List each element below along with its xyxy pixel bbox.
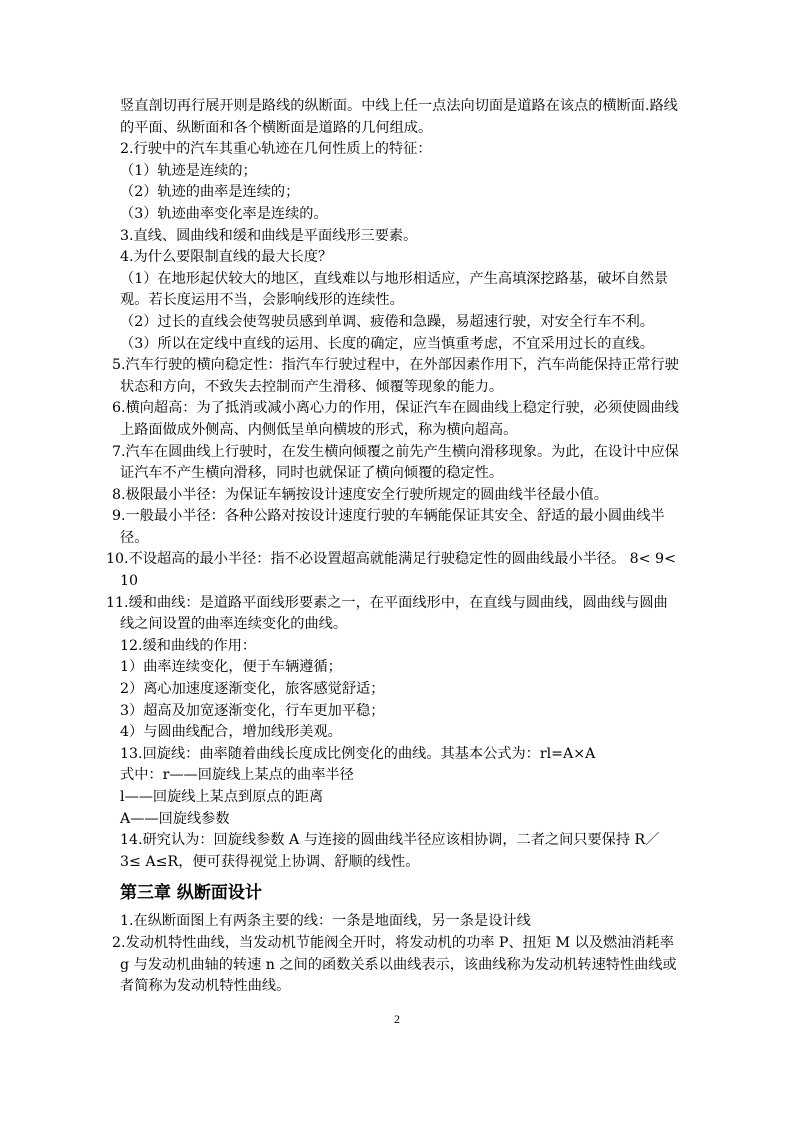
list-item: （3）轨迹曲率变化率是连续的。	[120, 205, 328, 222]
chapter-paragraph-2: 2.发动机特性曲线，当发动机节能阀全开时，将发动机的功率 P、扭矩 M 以及燃油消耗率 g 与发动机曲轴的转速 n 之间的函数关系以曲线表示，该曲线称为发动机转速特性曲线或者简称为发动机特性曲线。	[112, 934, 677, 995]
paragraph-4: 4.为什么要限制直线的最大长度？	[120, 249, 333, 266]
paragraph-3: 3.直线、圆曲线和缓和曲线是平面线形三要素。	[120, 227, 418, 244]
formula-legend: A——回旋线参数	[120, 810, 230, 827]
paragraph-13: 13.回旋线：曲率随着曲线长度成比例变化的曲线。其基本公式为：rl=A×A	[120, 745, 596, 762]
formula-legend: 式中：r——回旋线上某点的曲率半径	[120, 767, 354, 784]
formula-legend: l——回旋线上某点到原点的距离	[120, 789, 324, 805]
page-number: 2	[394, 1012, 400, 1026]
paragraph-11: 11.缓和曲线：是道路平面线形要素之一，在平面线形中，在直线与圆曲线，圆曲线与圆曲线之间设置的曲率连续变化的曲线。	[106, 594, 668, 633]
list-item: （2）轨迹的曲率是连续的；	[120, 184, 300, 201]
paragraph-14: 14.研究认为：回旋线参数 A 与连接的圆曲线半径应该相协调，二者之间只要保持 R／3≤ A≤R，便可获得视觉上协调、舒顺的线性。	[120, 832, 660, 870]
paragraph-12: 12.缓和曲线的作用：	[120, 637, 257, 654]
paragraph-8: 8.极限最小半径：为保证车辆按设计速度安全行驶所规定的圆曲线半径最小值。	[112, 486, 608, 503]
paragraph-7: 7.汽车在圆曲线上行驶时，在发生横向倾覆之前先产生横向滑移现象。为此，在设计中应保证汽车不产生横向滑移，同时也就保证了横向倾覆的稳定性。	[112, 443, 679, 482]
paragraph-9: 9.一般最小半径：各种公路对按设计速度行驶的车辆能保证其安全、舒适的最小圆曲线半径。	[112, 508, 665, 546]
paragraph-10: 10.不设超高的最小半径：指不必设置超高就能满足行驶稳定性的圆曲线最小半径。 8< 9< 10	[106, 551, 676, 590]
list-item: 3）超高及加宽逐渐变化，行车更加平稳；	[120, 702, 385, 719]
list-item: 1）曲率连续变化，便于车辆遵循；	[120, 659, 342, 676]
list-item: 4）与圆曲线配合，增加线形美观。	[120, 724, 342, 741]
chapter-heading: 第三章 纵断面设计	[120, 883, 262, 904]
list-item: （1）轨迹是连续的；	[120, 162, 257, 179]
page-content	[106, 96, 680, 998]
paragraph-2: 2.行驶中的汽车其重心轨迹在几何性质上的特征：	[120, 141, 432, 158]
list-item: （2）过长的直线会使驾驶员感到单调、疲倦和急躁，易超速行驶，对安全行车不利。	[120, 313, 654, 330]
paragraph-intro: 竖直剖切再行展开则是路线的纵断面。中线上任一点法向切面是道路在该点的横断面.路线的平面、纵断面和各个横断面是道路的几何组成。	[120, 98, 678, 136]
paragraph-5: 5.汽车行驶的横向稳定性：指汽车行驶过程中，在外部因素作用下，汽车尚能保持正常行驶状态和方向，不致失去控制而产生滑移、倾覆等现象的能力。	[112, 357, 679, 395]
list-item: （3）所以在定线中直线的运用、长度的确定，应当慎重考虑，不宜采用过长的直线。	[120, 335, 654, 352]
chapter-paragraph-1: 1.在纵断面图上有两条主要的线：一条是地面线，另一条是设计线	[120, 913, 531, 930]
list-item: 2）离心加速度逐渐变化，旅客感觉舒适；	[120, 681, 385, 698]
paragraph-6: 6.横向超高：为了抵消或减小离心力的作用，保证汽车在圆曲线上稳定行驶，必须使圆曲线上路面做成外侧高、内侧低呈单向横坡的形式，称为横向超高。	[112, 400, 679, 438]
list-item: （1）在地形起伏较大的地区，直线难以与地形相适应，产生高填深挖路基，破坏自然景观。若长度运用不当，会影响线形的连续性。	[120, 270, 669, 309]
